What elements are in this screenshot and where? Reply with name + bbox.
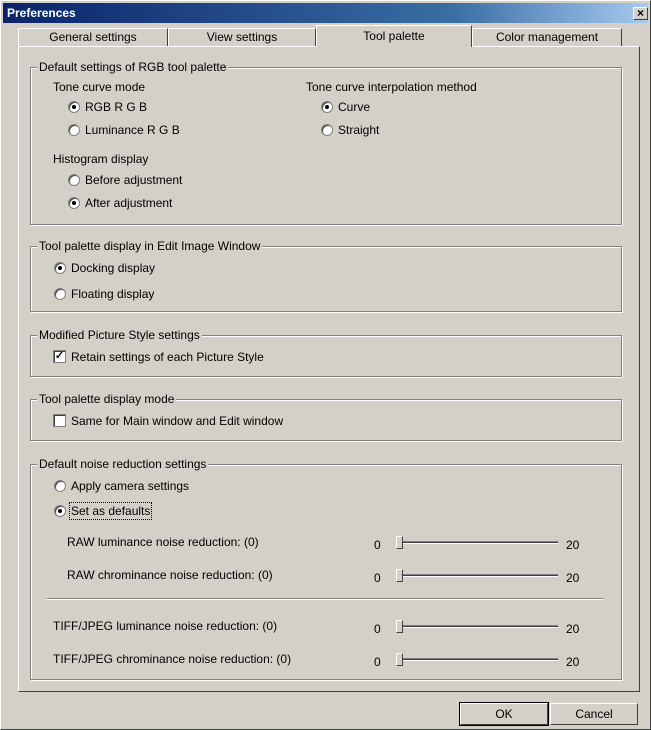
histogram-label: Histogram display xyxy=(53,152,149,166)
cancel-button[interactable]: Cancel xyxy=(550,703,638,725)
slider-min: 0 xyxy=(374,538,381,552)
interpolation-label: Tone curve interpolation method xyxy=(306,80,477,94)
radio-before-adjustment-label[interactable]: Before adjustment xyxy=(85,173,183,187)
retain-settings-label[interactable]: Retain settings of each Picture Style xyxy=(71,350,264,364)
slider-track[interactable] xyxy=(397,574,558,577)
radio-luminance-label[interactable]: Luminance R G B xyxy=(85,123,180,137)
window-title: Preferences xyxy=(7,6,76,20)
slider-label: RAW luminance noise reduction: (0) xyxy=(67,535,259,549)
radio-apply-camera-settings[interactable] xyxy=(54,480,66,492)
radio-rgb[interactable] xyxy=(68,101,80,113)
radio-set-as-defaults[interactable] xyxy=(54,505,66,517)
tab-color-management[interactable]: Color management xyxy=(472,28,622,46)
slider-max: 20 xyxy=(566,622,580,636)
close-button[interactable]: × xyxy=(633,7,648,20)
tab-view-settings[interactable]: View settings xyxy=(168,28,316,46)
slider-label: TIFF/JPEG luminance noise reduction: (0) xyxy=(53,619,278,633)
slider-track[interactable] xyxy=(397,541,558,544)
ok-button[interactable]: OK xyxy=(460,703,548,725)
slider-thumb[interactable] xyxy=(396,569,403,582)
radio-rgb-label[interactable]: RGB R G B xyxy=(85,100,148,114)
slider-max: 20 xyxy=(566,538,580,552)
group-legend: Modified Picture Style settings xyxy=(39,328,200,342)
radio-after-adjustment[interactable] xyxy=(68,197,80,209)
radio-straight-label[interactable]: Straight xyxy=(338,123,380,137)
slider-label: RAW chrominance noise reduction: (0) xyxy=(67,568,273,582)
edit-window-display-group xyxy=(30,239,622,312)
radio-before-adjustment[interactable] xyxy=(68,174,80,186)
radio-set-as-defaults-label[interactable]: Set as defaults xyxy=(71,504,151,518)
slider-min: 0 xyxy=(374,655,381,669)
slider-min: 0 xyxy=(374,622,381,636)
same-window-label[interactable]: Same for Main window and Edit window xyxy=(71,414,284,428)
radio-curve-label[interactable]: Curve xyxy=(338,100,371,114)
slider-thumb[interactable] xyxy=(396,620,403,633)
radio-apply-camera-settings-label[interactable]: Apply camera settings xyxy=(71,479,190,493)
radio-docking-display-label[interactable]: Docking display xyxy=(71,261,156,275)
radio-docking-display[interactable] xyxy=(54,262,66,274)
tab-tool-palette[interactable]: Tool palette xyxy=(316,25,472,47)
radio-after-adjustment-label[interactable]: After adjustment xyxy=(85,196,173,210)
slider-min: 0 xyxy=(374,571,381,585)
retain-settings-checkbox[interactable]: ✓ xyxy=(54,350,65,362)
tab-general-settings[interactable]: General settings xyxy=(18,28,168,46)
slider-track[interactable] xyxy=(397,658,558,661)
radio-floating-display[interactable] xyxy=(54,288,66,300)
radio-straight[interactable] xyxy=(321,124,333,136)
noise-separator xyxy=(47,598,603,600)
same-window-checkbox[interactable] xyxy=(53,414,66,427)
slider-max: 20 xyxy=(566,655,580,669)
slider-track[interactable] xyxy=(397,625,558,628)
title-bar[interactable] xyxy=(3,3,648,23)
radio-luminance[interactable] xyxy=(68,124,80,136)
tone-curve-mode-label: Tone curve mode xyxy=(53,80,146,94)
radio-floating-display-label[interactable]: Floating display xyxy=(71,287,155,301)
group-legend: Default noise reduction settings xyxy=(39,457,207,471)
group-legend: Tool palette display mode xyxy=(39,392,175,406)
radio-curve[interactable] xyxy=(321,101,333,113)
group-legend: Default settings of RGB tool palette xyxy=(39,60,227,74)
slider-thumb[interactable] xyxy=(396,536,403,549)
slider-max: 20 xyxy=(566,571,580,585)
slider-thumb[interactable] xyxy=(396,653,403,666)
slider-label: TIFF/JPEG chrominance noise reduction: (0) xyxy=(53,652,292,666)
group-legend: Tool palette display in Edit Image Window xyxy=(39,239,261,253)
